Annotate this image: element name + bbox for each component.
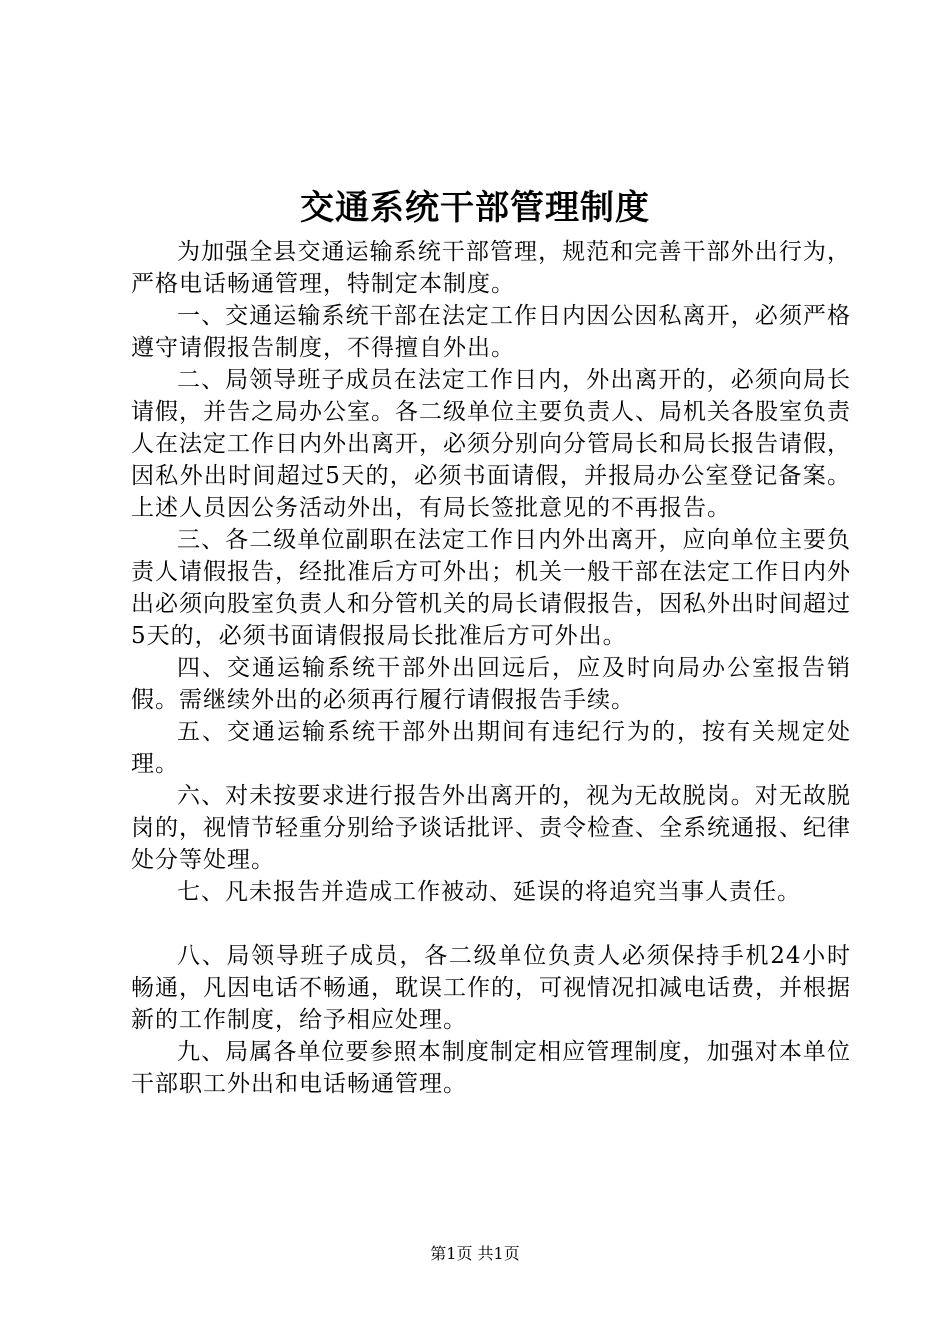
paragraph-intro: 为加强全县交通运输系统干部管理，规范和完善干部外出行为，严格电话畅通管理，特制定本制度。 xyxy=(131,239,851,297)
document-title: 交通系统干部管理制度 xyxy=(300,188,650,228)
page-footer: 第1页 共1页 xyxy=(430,1244,520,1263)
paragraph-7: 七、凡未报告并造成工作被动、延误的将追究当事人责任。 xyxy=(177,879,801,905)
paragraph-5: 五、交通运输系统干部外出期间有违纪行为的，按有关规定处理。 xyxy=(131,719,851,777)
paragraph-4: 四、交通运输系统干部外出回远后，应及时向局办公室报告销假。需继续外出的必须再行履行请假报告手续。 xyxy=(131,655,851,713)
paragraph-8: 八、局领导班子成员，各二级单位负责人必须保持手机24小时畅通，凡因电话不畅通，耽误工作的，可视情况扣减电话费，并根据新的工作制度，给予相应处理。 xyxy=(131,943,851,1033)
paragraph-1: 一、交通运输系统干部在法定工作日内因公因私离开，必须严格遵守请假报告制度，不得擅自外出。 xyxy=(131,303,851,361)
paragraph-3: 三、各二级单位副职在法定工作日内外出离开，应向单位主要负责人请假报告，经批准后方可外出；机关一般干部在法定工作日内外出必须向股室负责人和分管机关的局长请假报告，因私外出时间超过5天的，必须书面请假报局长批准后方可外出。 xyxy=(131,527,851,649)
paragraph-6: 六、对未按要求进行报告外出离开的，视为无故脱岗。对无故脱岗的，视情节轻重分别给予谈话批评、责令检查、全系统通报、纪律处分等处理。 xyxy=(131,783,851,873)
paragraph-2: 二、局领导班子成员在法定工作日内，外出离开的，必须向局长请假，并告之局办公室。各二级单位主要负责人、局机关各股室负责人在法定工作日内外出离开，必须分别向分管局长和局长报告请假，因私外出时间超过5天的，必须书面请假，并报局办公室登记备案。上述人员因公务活动外出，有局长签批意见的不再报告。 xyxy=(131,367,851,521)
document-body xyxy=(131,236,851,1100)
paragraph-9: 九、局属各单位要参照本制度制定相应管理制度，加强对本单位干部职工外出和电话畅通管理。 xyxy=(131,1039,851,1097)
